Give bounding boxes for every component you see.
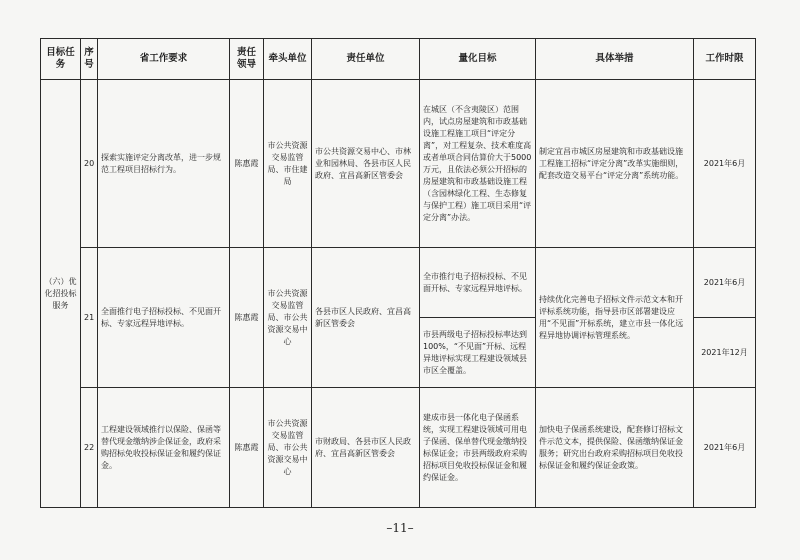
leader-cell: 陈惠霞 [230,388,264,508]
table-row [41,80,756,248]
header-measures: 具体举措 [536,39,694,80]
lead-unit-cell: 市公共资源交易监管局、市住建局 [264,80,312,248]
header-quant: 量化目标 [420,39,536,80]
header-leader: 责任领导 [230,39,264,80]
leader-cell: 陈惠霞 [230,248,264,388]
header-target: 目标任务 [41,39,81,80]
quant-cell: 市县两级电子招标投标率达到100%，“不见面”开标、远程异地评标实现工程建设领域县市区全覆盖。 [420,318,536,388]
time-cell: 2021年6月 [694,388,756,508]
target-task-cell: （六）优化招投标服务 [41,80,81,508]
header-row [41,39,756,80]
quant-cell: 在城区（不含夷陵区）范围内，试点房屋建筑和市政基础设施工程施工项目“评定分离”，对工程复杂、技术难度高或者单项合同估算价大于5000万元，且依法必须公开招标的房屋建筑和市政基础设施工程（含园林绿化工程、生态修复与保护工程）施工项目采用“评定分离”办法。 [420,80,536,248]
header-time: 工作时限 [694,39,756,80]
header-lead-unit: 牵头单位 [264,39,312,80]
requirement-cell: 工程建设领域推行以保险、保函等替代现金缴纳涉企保证金，政府采购招标免收投标保证金和履约保证金。 [98,388,230,508]
seq-cell: 20 [81,80,98,248]
quant-cell: 建成市县一体化电子保函系统，实现工程建设领域可用电子保函、保单替代现金缴纳投标保证金；市县两级政府采购招标项目免收投标保证金和履约保证金。 [420,388,536,508]
requirement-cell: 探索实施评定分离改革，进一步规范工程项目招标行为。 [98,80,230,248]
leader-cell: 陈惠霞 [230,80,264,248]
quant-cell: 全市推行电子招标投标、不见面开标、专家远程异地评标。 [420,248,536,318]
measures-cell: 制定宜昌市城区房屋建筑和市政基础设施工程施工招标“评定分离”改革实施细则，配套改造交易平台“评定分离”系统功能。 [536,80,694,248]
resp-unit-cell: 市财政局、各县市区人民政府、宜昌高新区管委会 [312,388,420,508]
header-requirement: 省工作要求 [98,39,230,80]
page-number: –11– [386,521,414,535]
time-cell: 2021年12月 [694,318,756,388]
seq-cell: 22 [81,388,98,508]
table-row [41,388,756,508]
header-resp-unit: 责任单位 [312,39,420,80]
time-cell: 2021年6月 [694,80,756,248]
work-table [40,38,756,508]
lead-unit-cell: 市公共资源交易监管局、市公共资源交易中心 [264,248,312,388]
seq-cell: 21 [81,248,98,388]
measures-cell: 持续优化完善电子招标文件示范文本和开评标系统功能，指导县市区部署建设应用“不见面”开标系统，建立市县一体化远程异地协调评标管理系统。 [536,248,694,388]
resp-unit-cell: 各县市区人民政府、宜昌高新区管委会 [312,248,420,388]
resp-unit-cell: 市公共资源交易中心、市林业和园林局、各县市区人民政府、宜昌高新区管委会 [312,80,420,248]
time-cell: 2021年6月 [694,248,756,318]
table-row [41,248,756,318]
requirement-cell: 全面推行电子招标投标、不见面开标、专家远程异地评标。 [98,248,230,388]
header-seq: 序号 [81,39,98,80]
lead-unit-cell: 市公共资源交易监管局、市公共资源交易中心 [264,388,312,508]
measures-cell: 加快电子保函系统建设，配套修订招标文件示范文本，提供保险、保函缴纳保证金服务；研究出台政府采购招标项目免收投标保证金和履约保证金政策。 [536,388,694,508]
